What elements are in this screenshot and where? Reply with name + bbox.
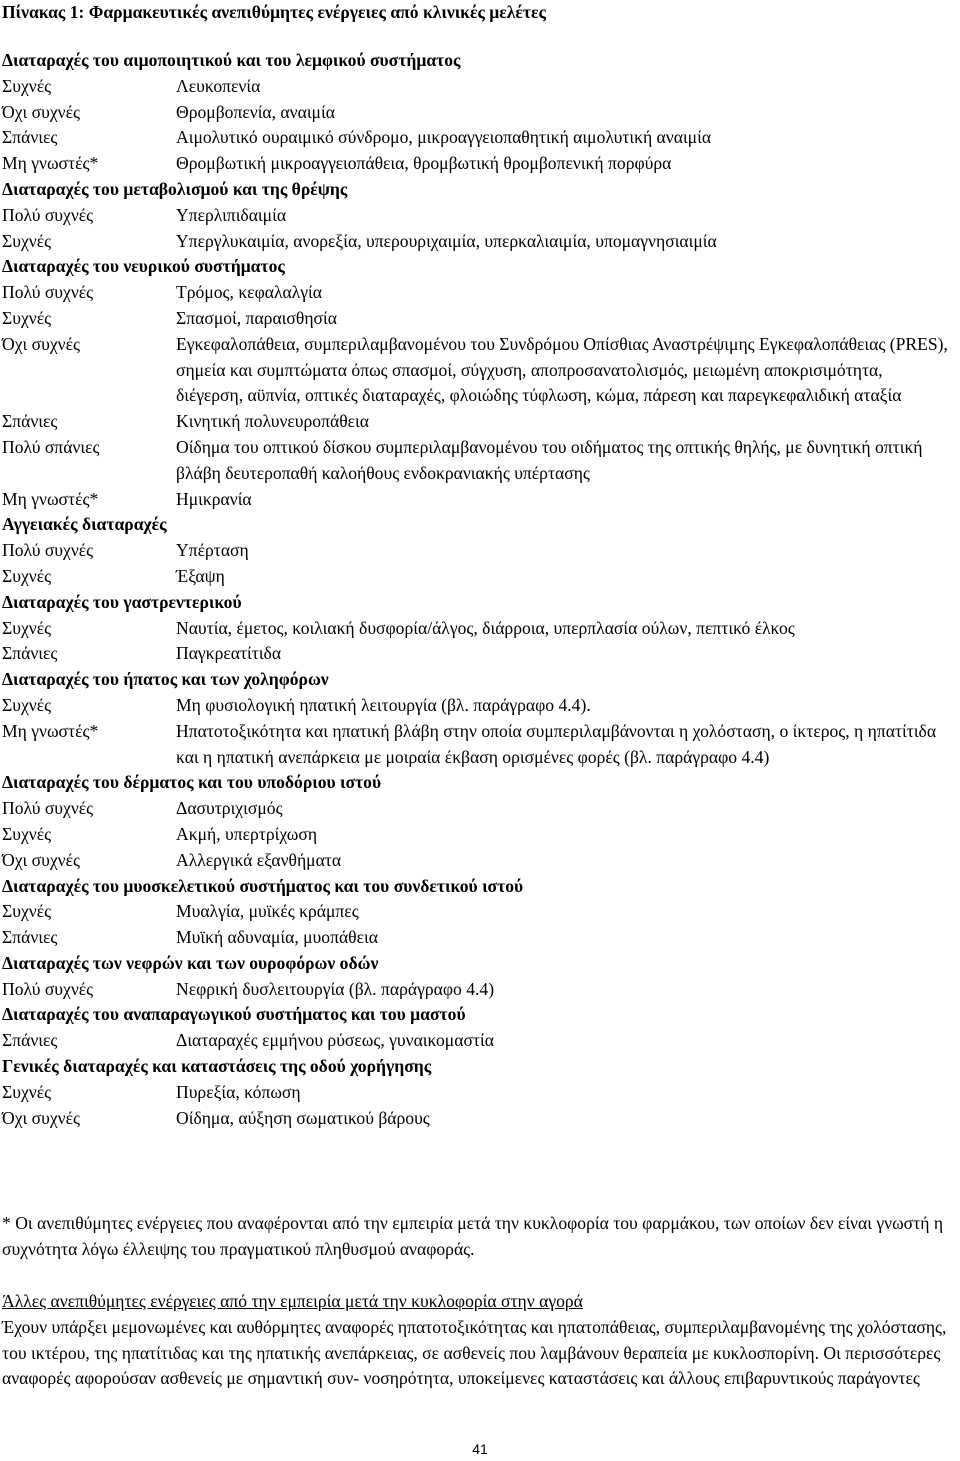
adverse-effect-text: Ηπατοτοξικότητα και ηπατική βλάβη στην οποία συμπεριλαμβάνονται η χολόσταση, ο ίκτερος, η ηπατίτιδα και η ηπατική ανεπάρκεια με μοιραία έκβαση ορισμένες φορές (βλ. παράγραφο 4.4) (176, 720, 937, 767)
adverse-effect-text: Διαταραχές εμμήνου ρύσεως, γυναικομαστία (176, 1030, 494, 1051)
table-row (2, 925, 958, 951)
table-row (2, 1028, 958, 1054)
frequency-label: Όχι συχνές (2, 849, 80, 870)
frequency-label: Πολύ συχνές (2, 282, 94, 303)
table-row (2, 306, 958, 332)
adverse-effect-text: Υπέρταση (176, 540, 249, 561)
section-heading: Διαταραχές του αναπαραγωγικού συστήματος και του μαστού (2, 1004, 466, 1025)
footnote: * Οι ανεπιθύμητες ενέργειες που αναφέρονται από την εμπειρία μετά την κυκλοφορία του φαρμάκου, των οποίων δεν είναι γνωστή η συχνότητα λόγω έλλειψης του πραγματικού πληθυσμού αναφοράς. (2, 1213, 944, 1259)
frequency-label: Πολύ σπάνιες (2, 436, 100, 457)
adverse-effect-text: Παγκρεατίτιδα (176, 643, 282, 664)
adverse-effect-text: Θρομβωτική μικροαγγειοπάθεια, θρομβωτική θρομβοπενική πορφύρα (176, 153, 672, 174)
frequency-label: Σπάνιες (2, 1030, 58, 1051)
adverse-effect-text: Μυϊκή αδυναμία, μυοπάθεια (176, 927, 378, 948)
adverse-effect-text: Έξαψη (176, 565, 225, 586)
table-row (2, 435, 958, 487)
frequency-label: Όχι συχνές (2, 333, 80, 354)
section-heading: Αγγειακές διαταραχές (2, 514, 167, 535)
adverse-effect-text: Μη φυσιολογική ηπατική λειτουργία (βλ. παράγραφο 4.4). (176, 694, 591, 715)
table-row (2, 1106, 958, 1132)
table-row (2, 719, 958, 771)
section-heading: Διαταραχές του αιμοποιητικού και του λεμφικού συστήματος (2, 50, 461, 70)
table-row (2, 977, 958, 1003)
section-heading: Διαταραχές του γαστρεντερικού (2, 591, 242, 612)
table-row (2, 538, 958, 564)
frequency-label: Συχνές (2, 823, 52, 844)
adverse-effect-text: Αιμολυτικό ουραιμικό σύνδρομο, μικροαγγειοπαθητική αιμολυτική αναιμία (176, 127, 712, 148)
table-row (2, 693, 958, 719)
adverse-effect-text: Ακμή, υπερτρίχωση (176, 823, 318, 844)
section-heading: Διαταραχές του μεταβολισμού και της θρέψης (2, 178, 348, 199)
table-row (2, 899, 958, 925)
frequency-label: Πολύ συχνές (2, 978, 94, 999)
adverse-effect-text: Τρόμος, κεφαλαλγία (176, 282, 322, 303)
table-row (2, 564, 958, 590)
adverse-effect-text: Πυρεξία, κόπωση (176, 1081, 301, 1102)
section-heading: Διαταραχές του δέρματος και του υποδόριου ιστού (2, 772, 382, 793)
table-row (2, 848, 958, 874)
table-row (2, 151, 958, 177)
table-row (2, 1080, 958, 1106)
frequency-label: Συχνές (2, 1081, 52, 1102)
table-row (2, 74, 958, 100)
page-number: 41 (472, 1441, 488, 1457)
postmarketing-section (2, 1289, 952, 1392)
frequency-label: Συχνές (2, 307, 52, 328)
adverse-effect-text: Ναυτία, έμετος, κοιλιακή δυσφορία/άλγος, διάρροια, υπερπλασία ούλων, πεπτικό έλκος (176, 617, 795, 638)
frequency-label: Συχνές (2, 565, 52, 586)
adverse-effect-text: Δασυτριχισμός (176, 798, 283, 819)
table-row (2, 280, 958, 306)
table-row (2, 100, 958, 126)
adverse-effect-text: Ημικρανία (176, 488, 252, 509)
table-row (2, 229, 958, 255)
adverse-effect-text: Υπεργλυκαιμία, ανορεξία, υπερουριχαιμία, υπερκαλιαιμία, υπομαγνησιαιμία (176, 230, 717, 251)
table-row (2, 125, 958, 151)
postmarketing-text: Έχουν υπάρξει μεμονωμένες και αυθόρμητες αναφορές ηπατοτοξικότητας και ηπατοπάθειας, συμπεριλαμβανομένης της χολόστασης, του ικτέρου, της ηπατίτιδας και της ηπατικής ανεπάρκειας, σε ασθενείς που λαμβάνουν θεραπεία με κυκλοσπορίνη. Οι περισσότερες αναφορές αφορούσαν ασθενείς με σημαντική συν- νοσηρότητα, υποκείμενες καταστάσεις και άλλους επιβαρυντικούς παράγοντες (2, 1316, 947, 1389)
frequency-label: Πολύ συχνές (2, 540, 94, 561)
frequency-label: Συχνές (2, 901, 52, 922)
frequency-label: Σπάνιες (2, 643, 58, 664)
section-heading: Διαταραχές του ήπατος και των χοληφόρων (2, 669, 329, 690)
frequency-label: Όχι συχνές (2, 1107, 80, 1128)
table-row (2, 332, 958, 409)
frequency-label: Σπάνιες (2, 127, 58, 148)
adverse-effect-text: Εγκεφαλοπάθεια, συμπεριλαμβανομένου του Συνδρόμου Οπίσθιας Αναστρέψιμης Εγκεφαλοπάθειας (PRES), σημεία και συμπτώματα όπως σπασμοί, σύγχυση, αποπροσανατολισμός, μειωμένη αποκρισιμότητα, διέγερση, αϋπνία, οπτικές διαταραχές, φλοιώδης τύφλωση, κώμα, πάρεση και παρεγκεφαλιδική αταξία (176, 333, 948, 406)
table-row (2, 616, 958, 642)
frequency-label: Μη γνωστές* (2, 720, 99, 741)
table-row (2, 796, 958, 822)
frequency-label: Πολύ συχνές (2, 204, 94, 225)
adverse-effect-text: Οίδημα, αύξηση σωματικού βάρους (176, 1107, 430, 1128)
postmarketing-title: Άλλες ανεπιθύμητες ενέργειες από την εμπειρία μετά την κυκλοφορία στην αγορά (2, 1291, 583, 1311)
section-heading: Διαταραχές του νευρικού συστήματος (2, 256, 285, 277)
section-heading: Διαταραχές του μυοσκελετικού συστήματος και του συνδετικού ιστού (2, 875, 524, 896)
adverse-effect-text: Υπερλιπιδαιμία (176, 204, 287, 225)
adverse-effect-text: Αλλεργικά εξανθήματα (176, 849, 342, 870)
section-heading: Γενικές διαταραχές και καταστάσεις της οδού χορήγησης (2, 1056, 432, 1077)
table-row (2, 409, 958, 435)
table-row (2, 641, 958, 667)
table-title: Πίνακας 1: Φαρμακευτικές ανεπιθύμητες ενέργειες από κλινικές μελέτες (2, 2, 546, 22)
frequency-label: Σπάνιες (2, 411, 58, 432)
frequency-label: Όχι συχνές (2, 101, 80, 122)
frequency-label: Σπάνιες (2, 927, 58, 948)
frequency-label: Συχνές (2, 617, 52, 638)
table-row (2, 203, 958, 229)
adverse-effect-text: Λευκοπενία (176, 75, 261, 96)
adverse-effect-text: Κινητική πολυνευροπάθεια (176, 411, 369, 432)
frequency-label: Μη γνωστές* (2, 488, 99, 509)
frequency-label: Συχνές (2, 75, 52, 96)
adverse-effect-text: Σπασμοί, παραισθησία (176, 307, 337, 328)
frequency-label: Πολύ συχνές (2, 798, 94, 819)
table-row (2, 487, 958, 513)
section-heading: Διαταραχές των νεφρών και των ουροφόρων οδών (2, 952, 379, 973)
adverse-reactions-table (2, 48, 958, 1131)
adverse-effect-text: Νεφρική δυσλειτουργία (βλ. παράγραφο 4.4) (176, 978, 495, 999)
adverse-effect-text: Μυαλγία, μυϊκές κράμπες (176, 901, 359, 922)
adverse-effect-text: Θρομβοπενία, αναιμία (176, 101, 335, 122)
frequency-label: Συχνές (2, 230, 52, 251)
frequency-label: Συχνές (2, 694, 52, 715)
adverse-effect-text: Οίδημα του οπτικού δίσκου συμπεριλαμβανομένου του οιδήματος της οπτικής θηλής, με δυνητική οπτική βλάβη δευτεροπαθή καλοήθους ενδοκρανιακής υπέρτασης (176, 436, 923, 483)
frequency-label: Μη γνωστές* (2, 153, 99, 174)
table-row (2, 822, 958, 848)
